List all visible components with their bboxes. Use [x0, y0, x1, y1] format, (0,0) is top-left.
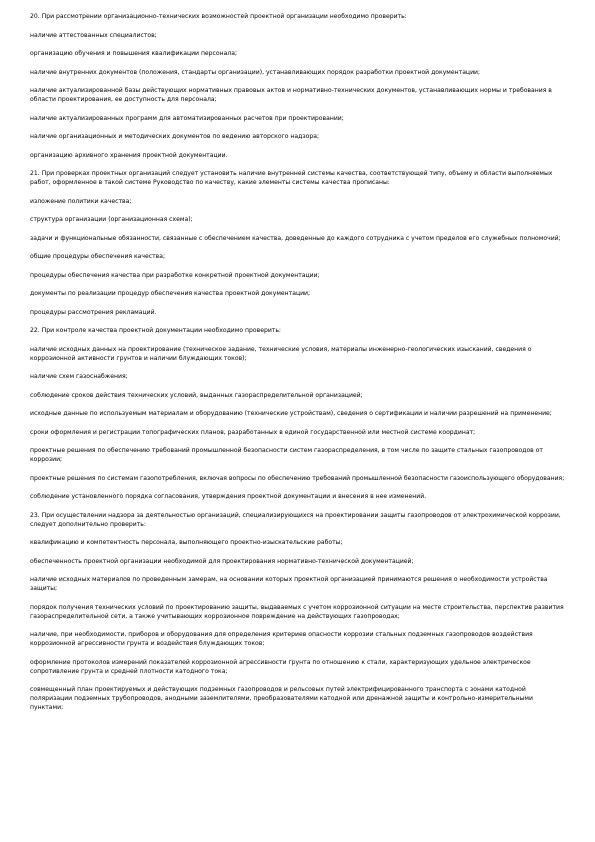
document-paragraph: 21. При проверках проектных организаций следует установить наличие внутренней системы качества, соответствующей типу, объему и области выполняемых работ, оформленное в такой системе Руководство по качеству, какие элементы системы качества прописаны: — [30, 170, 553, 186]
document-paragraph: наличие актуализированной базы действующих нормативных правовых актов и нормативно-технических документов, устанавливающих нормы и требования в области проектирования, ее доступность для персонала; — [30, 87, 552, 103]
document-paragraph: организацию архивного хранения проектной документации. — [30, 151, 228, 159]
document-paragraph: наличие внутренних документов (положения, стандарты организации), устанавливающих порядок разработки проектной документации; — [30, 68, 481, 76]
document-paragraph: квалификацию и компетентность персонала, выполняющего проектно-изыскательские работы; — [30, 539, 343, 546]
document-paragraph: наличие аттестованных специалистов; — [30, 31, 157, 39]
document-paragraph: 20. При рассмотрении организационно-технических возможностей проектной организации необходимо проверить: — [30, 13, 407, 20]
document-paragraph: соблюдение установленного порядка согласования, утверждения проектной документации и внесения в нее изменений. — [30, 493, 427, 500]
document-paragraph: проектные решения по системам газопотребления, включая вопросы по обеспечению требований промышленной безопасности газоиспользующего оборудования; — [30, 474, 565, 482]
document-paragraph: процедуры рассмотрения рекламаций. — [30, 308, 157, 316]
document-paragraph: наличие исходных данных на проектирование (техническое задание, технические условия, материалы инженерно-геологических изысканий, сведения о коррозионной активности грунтов и наличии блуждающих токов); — [30, 345, 532, 362]
document-paragraph: структура организации (организационная схема); — [30, 216, 193, 223]
document-paragraph: наличие актуализированных программ для автоматизированных расчетов при проектировании; — [30, 114, 344, 122]
document-page — [30, 12, 565, 722]
document-paragraph: проектные решения по обеспечению требований промышленной безопасности систем газораспределения, в том числе по защите стальных газопроводов от коррозии; — [30, 447, 543, 463]
document-paragraph: 23. При осуществлении надзора за деятельностью организаций, специализирующихся на проектировании защиты газопроводов от электрохимической коррозии, следует дополнительно проверить: — [30, 511, 561, 528]
document-paragraph: задачи и функциональные обязанности, связанные с обеспечением качества, доведенные до каждого сотрудника с учетом пределов его служебных полномочий; — [30, 234, 561, 242]
document-paragraph: наличие исходных материалов по проведенным замерам, на основании которых проектной организацией принимаются решения о необходимости устройства защиты; — [30, 576, 548, 592]
document-paragraph: наличие организационных и методических документов по ведению авторского надзора; — [30, 133, 319, 140]
document-paragraph: 22. При контроле качества проектной документации необходимо проверить: — [30, 327, 281, 334]
document-paragraph: соблюдение сроков действия технических условий, выданных газораспределительной организацией; — [30, 391, 363, 399]
document-paragraph: общие процедуры обеспечения качества; — [30, 253, 166, 260]
document-paragraph: сроки оформления и регистрации топографических планов, разработанных в единой государственной или местной системе координат; — [30, 428, 476, 436]
document-paragraph: процедуры обеспечения качества при разработке конкретной проектной документации; — [30, 271, 320, 279]
document-paragraph: порядок получения технических условий по проектированию защиты, выдаваемых с учетом коррозионной ситуации на месте строительства, перспектив развития газораспределительной сети, а также учитывающих коррозионное повреждение на действующих газопроводах; — [30, 603, 564, 620]
document-paragraph: оформление протоколов измерений показателей коррозионной агрессивности грунта по отношению к стали, характеризующих удельное электрическое сопротивление грунта и средней плотности катодного тока; — [30, 658, 531, 675]
document-paragraph: наличие схем газоснабжения; — [30, 373, 128, 380]
document-paragraph: изложение политики качества; — [30, 197, 132, 205]
document-paragraph: документы по реализации процедур обеспечения качества проектной документации; — [30, 290, 311, 297]
document-paragraph: организацию обучения и повышения квалификации персонала; — [30, 50, 238, 57]
document-paragraph: наличие, при необходимости, приборов и оборудования для определения критериев опасности коррозии стальных подземных газопроводов воздействия коррозионной агрессивности грунта и воздействия блуждающих токов; — [30, 631, 533, 647]
document-paragraph: обеспеченность проектной организации необходимой для проектирования нормативно-технической документацией; — [30, 557, 414, 565]
document-paragraph: исходные данные по используемым материалам и оборудованию (технические устройствам), сведения о сертификации и наличии разрешений на применение; — [30, 410, 552, 417]
document-paragraph: совмещенный план проектируемых и действующих подземных газопроводов и рельсовых путей электрифицированного транспорта с зонами катодной поляризации подземных трубопроводов, анодными заземлителями, преобразователями катодной или дренажной защиты и контрольно-измерительными пунктами; — [30, 686, 533, 711]
